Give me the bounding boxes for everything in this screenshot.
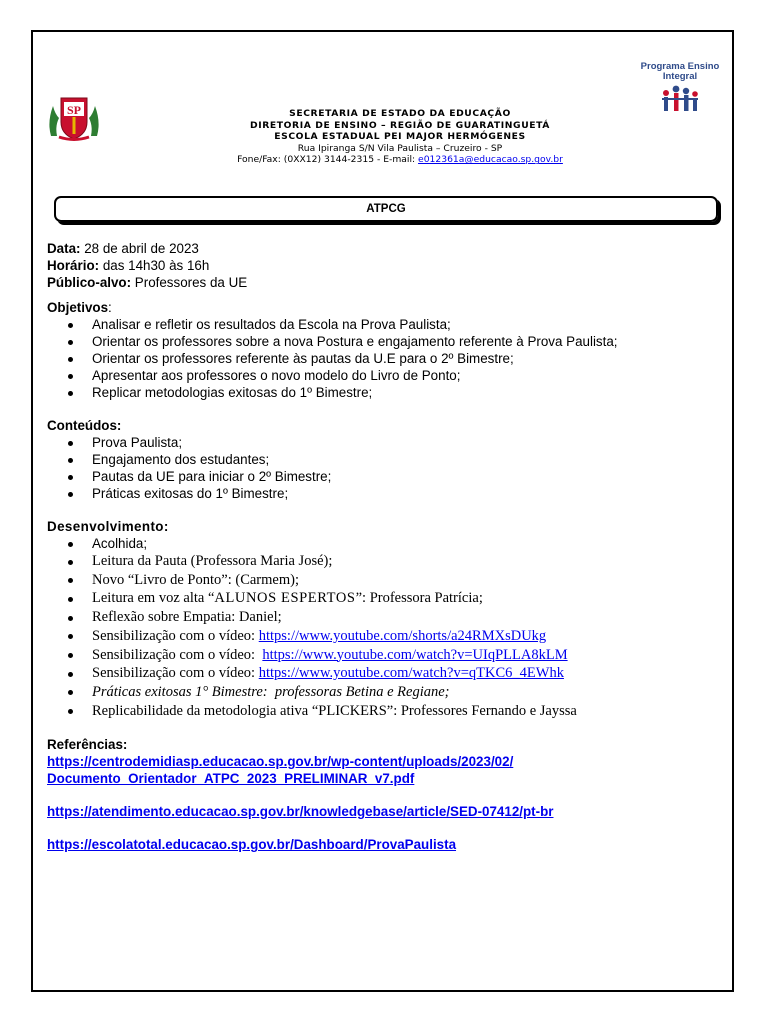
header-diretoria: DIRETORIA DE ENSINO – REGIÃO DE GUARATINGUETÁ <box>249 119 550 131</box>
objetivos-heading <box>47 299 717 316</box>
list-item: Pautas da UE para iniciar o 2º Bimestre; <box>47 468 717 485</box>
desenvolvimento-list <box>47 535 717 720</box>
contact-prefix: Fone/Fax: (0XX12) 3144-2315 - E-mail: <box>237 154 419 166</box>
desenvolvimento-heading: Desenvolvimento: <box>47 519 169 534</box>
list-item <box>47 627 717 646</box>
time-value: das 14h30 às 16h <box>99 258 210 273</box>
header-secretaria: SECRETARIA DE ESTADO DA EDUCAÇÃO <box>289 108 511 119</box>
header-address: Rua Ipiranga S/N Vila Paulista – Cruzeiro - SP <box>297 142 503 154</box>
list-item: Práticas exitosas do 1º Bimestre; <box>47 485 717 502</box>
list-item <box>47 664 717 683</box>
objetivos-colon: : <box>108 300 112 315</box>
date-value: 28 de abril de 2023 <box>80 241 199 256</box>
people-icon <box>658 84 702 116</box>
list-item: Orientar os professores sobre a nova Postura e engajamento referente à Prova Paulista; <box>47 333 717 350</box>
sao-paulo-seal-icon <box>45 92 103 142</box>
objetivos-label: Objetivos <box>47 300 109 315</box>
logo-line-2: Integral <box>662 71 698 82</box>
list-item: Práticas exitosas 1° Bimestre: professoras Betina e Regiane; <box>47 683 717 702</box>
referencias-section <box>47 736 717 853</box>
time-label: Horário: <box>47 258 100 273</box>
list-item: Replicar metodologias exitosas do 1º Bimestre; <box>47 384 717 401</box>
logo-line-1: Programa Ensino <box>640 61 720 72</box>
conteudos-list <box>47 434 717 502</box>
item3-title: ALUNOS ESPERTOS <box>214 590 356 607</box>
reference-link-3[interactable]: https://escolatotal.educacao.sp.gov.br/Dashboard/ProvaPaulista <box>47 837 457 853</box>
reference-link-2[interactable]: https://atendimento.educacao.sp.gov.br/knowledgebase/article/SED-07412/pt-br <box>47 804 554 820</box>
list-item <box>47 646 717 665</box>
audience-line <box>47 274 717 291</box>
list-item: Apresentar aos professores o novo modelo do Livro de Ponto; <box>47 367 717 384</box>
seal-text: SP <box>66 103 82 117</box>
objetivos-list <box>47 316 717 401</box>
audience-label: Público-alvo: <box>47 275 132 290</box>
list-item: Orientar os professores referente às pautas da U.E para o 2º Bimestre; <box>47 350 717 367</box>
list-item: Acolhida; <box>47 535 717 552</box>
reference-link-1-part-1[interactable]: https://centrodemidiasp.educacao.sp.gov.br/wp-content/uploads/2023/02/ <box>47 754 514 770</box>
list-item: Novo “Livro de Ponto”: (Carmem); <box>47 571 717 590</box>
list-item: Prova Paulista; <box>47 434 717 451</box>
letterhead <box>150 108 650 166</box>
time-line <box>47 257 717 274</box>
item3-pre: Leitura em voz alta “ <box>92 590 215 607</box>
reference-link-1-part-2[interactable]: Documento_Orientador_ATPC_2023_PRELIMINAR_v7.pdf <box>47 771 415 787</box>
email-link[interactable]: e012361a@educacao.sp.gov.br <box>418 154 563 166</box>
document-body <box>47 240 717 853</box>
video-label: Sensibilização com o vídeo: <box>92 665 259 682</box>
audience-value: Professores da UE <box>131 275 248 290</box>
list-item: Reflexão sobre Empatia: Daniel; <box>47 608 717 627</box>
list-item: Leitura da Pauta (Professora Maria José); <box>47 552 717 571</box>
video-link-3[interactable]: https://www.youtube.com/watch?v=qTKC6_4EWhk <box>258 665 564 682</box>
list-item: Analisar e refletir os resultados da Escola na Prova Paulista; <box>47 316 717 333</box>
date-line <box>47 240 717 257</box>
document-title: ATPCG <box>54 196 718 222</box>
video-label: Sensibilização com o vídeo: <box>92 627 259 644</box>
referencias-heading: Referências: <box>47 737 128 753</box>
date-label: Data: <box>47 241 81 256</box>
list-item: Replicabilidade da metodologia ativa “PLICKERS”: Professores Fernando e Jayssa <box>47 702 717 721</box>
video-label: Sensibilização com o vídeo: <box>92 646 263 663</box>
header-contact <box>150 154 650 166</box>
list-item <box>47 589 717 608</box>
conteudos-heading: Conteúdos: <box>47 418 122 433</box>
header-escola: ESCOLA ESTADUAL PEI MAJOR HERMÓGENES <box>274 131 526 143</box>
video-link-1[interactable]: https://www.youtube.com/shorts/a24RMXsDUkg <box>258 627 547 644</box>
video-link-2[interactable]: https://www.youtube.com/watch?v=UIqPLLA8kLM <box>262 646 568 663</box>
item3-post: ”: Professora Patrícia; <box>355 590 483 607</box>
list-item: Engajamento dos estudantes; <box>47 451 717 468</box>
